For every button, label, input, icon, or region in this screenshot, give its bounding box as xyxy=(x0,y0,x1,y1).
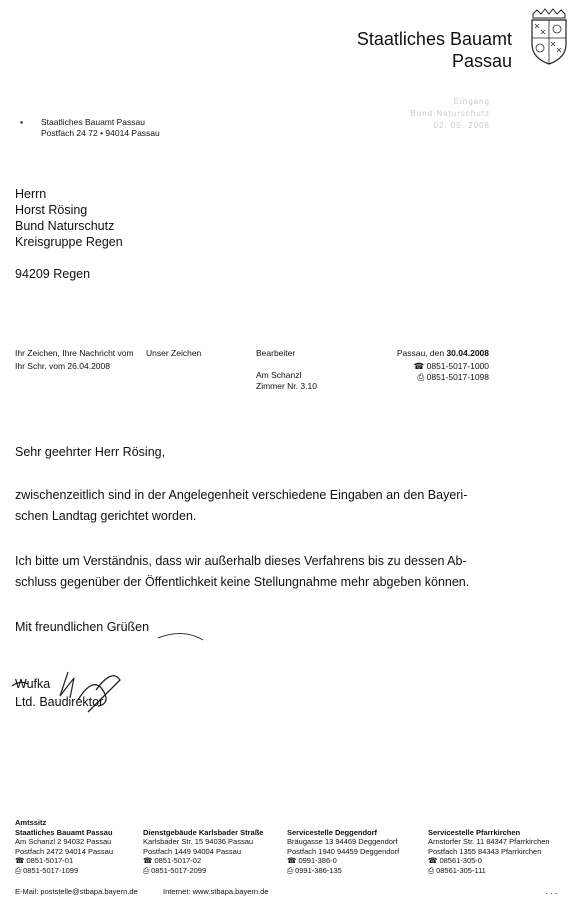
telephone-icon: ☎ xyxy=(15,856,27,865)
sender-address xyxy=(41,117,160,139)
footer-col-3-fax: 0991-386-135 xyxy=(295,865,342,875)
footer-col-1-line-1: Am Schanzl 2 94032 Passau xyxy=(15,837,112,846)
footer-col-4-line-2: Postfach 1355 84343 Pfarrkirchen xyxy=(428,846,542,856)
footer-col-2-line-2: Postfach 1449 94004 Passau xyxy=(143,846,241,856)
footer-col-1-line-2: Postfach 2472 94014 Passau xyxy=(15,846,113,856)
fax-icon: ⎙ xyxy=(15,865,24,875)
paragraph-2-line-2: schluss gegenüber der Öffentlichkeit keine Stellungnahme mehr abgeben können. xyxy=(15,575,470,589)
organization-title xyxy=(357,28,512,72)
paragraph-2-line-1: Ich bitte um Verständnis, dass wir außerhalb dieses Verfahrens bis zu dessen Ab- xyxy=(15,554,467,568)
recipient-line: Bund Naturschutz xyxy=(15,219,115,233)
paragraph-2 xyxy=(15,551,469,593)
footer-col-3-line-2: Postfach 1940 94459 Deggendorf xyxy=(287,846,400,856)
paragraph-1-line-1: zwischenzeitlich sind in der Angelegenheit verschiedene Eingaben an den Bayeri- xyxy=(15,488,468,502)
recipient-city: 94209 Regen xyxy=(15,267,91,281)
signer-title: Ltd. Baudirektor xyxy=(15,695,104,709)
footer-col-2-fax: 0851-5017-2099 xyxy=(151,865,207,875)
letter-date xyxy=(397,348,489,359)
footer-col-3 xyxy=(287,828,399,876)
footer-col-2-heading: Dienstgebäude Karlsbader Straße xyxy=(143,827,264,837)
clerk-phone: 0851-5017-1000 xyxy=(426,361,489,371)
paragraph-1 xyxy=(15,485,467,527)
paragraph-1-line-2: schen Landtag gerichtet worden. xyxy=(15,509,197,523)
footer-col-3-phone: 0991-386-0 xyxy=(298,856,337,865)
your-sign-label: Ihr Zeichen, Ihre Nachricht vom xyxy=(15,348,134,358)
footer-col-4-fax: 08561-305-111 xyxy=(436,865,486,875)
footer-col-3-line-1: Bräugasse 13 94469 Deggendorf xyxy=(287,837,398,846)
telephone-icon: ☎ xyxy=(287,856,299,865)
footer-col-4-line-1: Arnstorfer Str. 11 84347 Pfarrkirchen xyxy=(428,837,550,846)
date-prefix: Passau, den xyxy=(396,348,447,358)
clerk-name: Am Schanzl xyxy=(256,370,302,380)
recipient-line: Horst Rösing xyxy=(15,203,88,217)
telephone-icon: ☎ xyxy=(428,856,440,865)
fax-icon: ⎙ xyxy=(428,865,437,875)
recipient-address xyxy=(15,186,123,282)
signer xyxy=(15,675,103,711)
footer-internet: Internet: www.stbapa.bayern.de xyxy=(163,887,269,896)
footer-col-4 xyxy=(428,828,550,876)
footer-col-4-phone: 08561-305-0 xyxy=(439,856,482,865)
telephone-icon: ☎ xyxy=(413,361,427,371)
stamp-line-2: Bund Naturschutz xyxy=(410,109,490,118)
footer-email: E-Mail: poststelle@stbapa.bayern.de xyxy=(15,887,138,896)
footer-col-1-heading-label: Amtssitz xyxy=(15,818,47,827)
organization-city: Passau xyxy=(451,51,512,71)
your-letter-date: Ihr Schr. vom 26.04.2008 xyxy=(15,361,110,371)
reference-date-contact xyxy=(397,348,489,383)
closing: Mit freundlichen Grüßen xyxy=(15,620,150,634)
footer-col-2-line-1: Karlsbader Str. 15 94036 Passau xyxy=(143,837,254,846)
footer-col-2-phone: 0851-5017-02 xyxy=(154,856,202,865)
bavarian-coat-of-arms-icon xyxy=(527,8,571,66)
telephone-icon: ☎ xyxy=(143,856,155,865)
sender-line-1: Staatliches Bauamt Passau xyxy=(41,117,145,127)
reference-clerk xyxy=(256,348,317,392)
sender-mailbox-icon: ▪ xyxy=(20,117,24,127)
date-value: 30.04.2008 xyxy=(446,348,489,358)
recipient-line: Herrn xyxy=(15,187,47,201)
reference-your-sign xyxy=(15,348,134,372)
our-sign-label: Unser Zeichen xyxy=(146,348,202,358)
footer-col-3-heading: Servicestelle Deggendorf xyxy=(287,827,378,837)
footer-col-2 xyxy=(143,828,263,876)
footer-col-1-fax: 0851-5017-1099 xyxy=(23,865,79,875)
footer-col-1 xyxy=(15,818,113,875)
fax-icon: ⎙ xyxy=(143,865,152,875)
signer-name: Wufka xyxy=(15,677,51,691)
salutation: Sehr geehrter Herr Rösing, xyxy=(15,445,166,459)
sender-line-2: Postfach 24 72 • 94014 Passau xyxy=(41,128,160,138)
fax-icon: ⎙ xyxy=(287,865,296,875)
stamp-line-1: Eingang xyxy=(453,97,490,106)
footer-col-1-phone: 0851-5017-01 xyxy=(26,856,74,865)
recipient-line: Kreisgruppe Regen xyxy=(15,235,123,249)
page-continuation-marker: . . . xyxy=(545,886,558,896)
clerk-label: Bearbeiter xyxy=(256,348,296,358)
received-stamp xyxy=(410,96,490,132)
organization-name: Staatliches Bauamt xyxy=(356,29,512,49)
footer-col-4-heading: Servicestelle Pfarrkirchen xyxy=(428,827,521,837)
clerk-fax: 0851-5017-1098 xyxy=(426,372,489,382)
fax-icon: ⎙ xyxy=(417,372,427,382)
clerk-room: Zimmer Nr. 3.10 xyxy=(256,381,317,391)
stamp-line-3: 02. 05. 2008 xyxy=(433,121,490,130)
footer-col-1-heading: Staatliches Bauamt Passau xyxy=(15,827,113,837)
